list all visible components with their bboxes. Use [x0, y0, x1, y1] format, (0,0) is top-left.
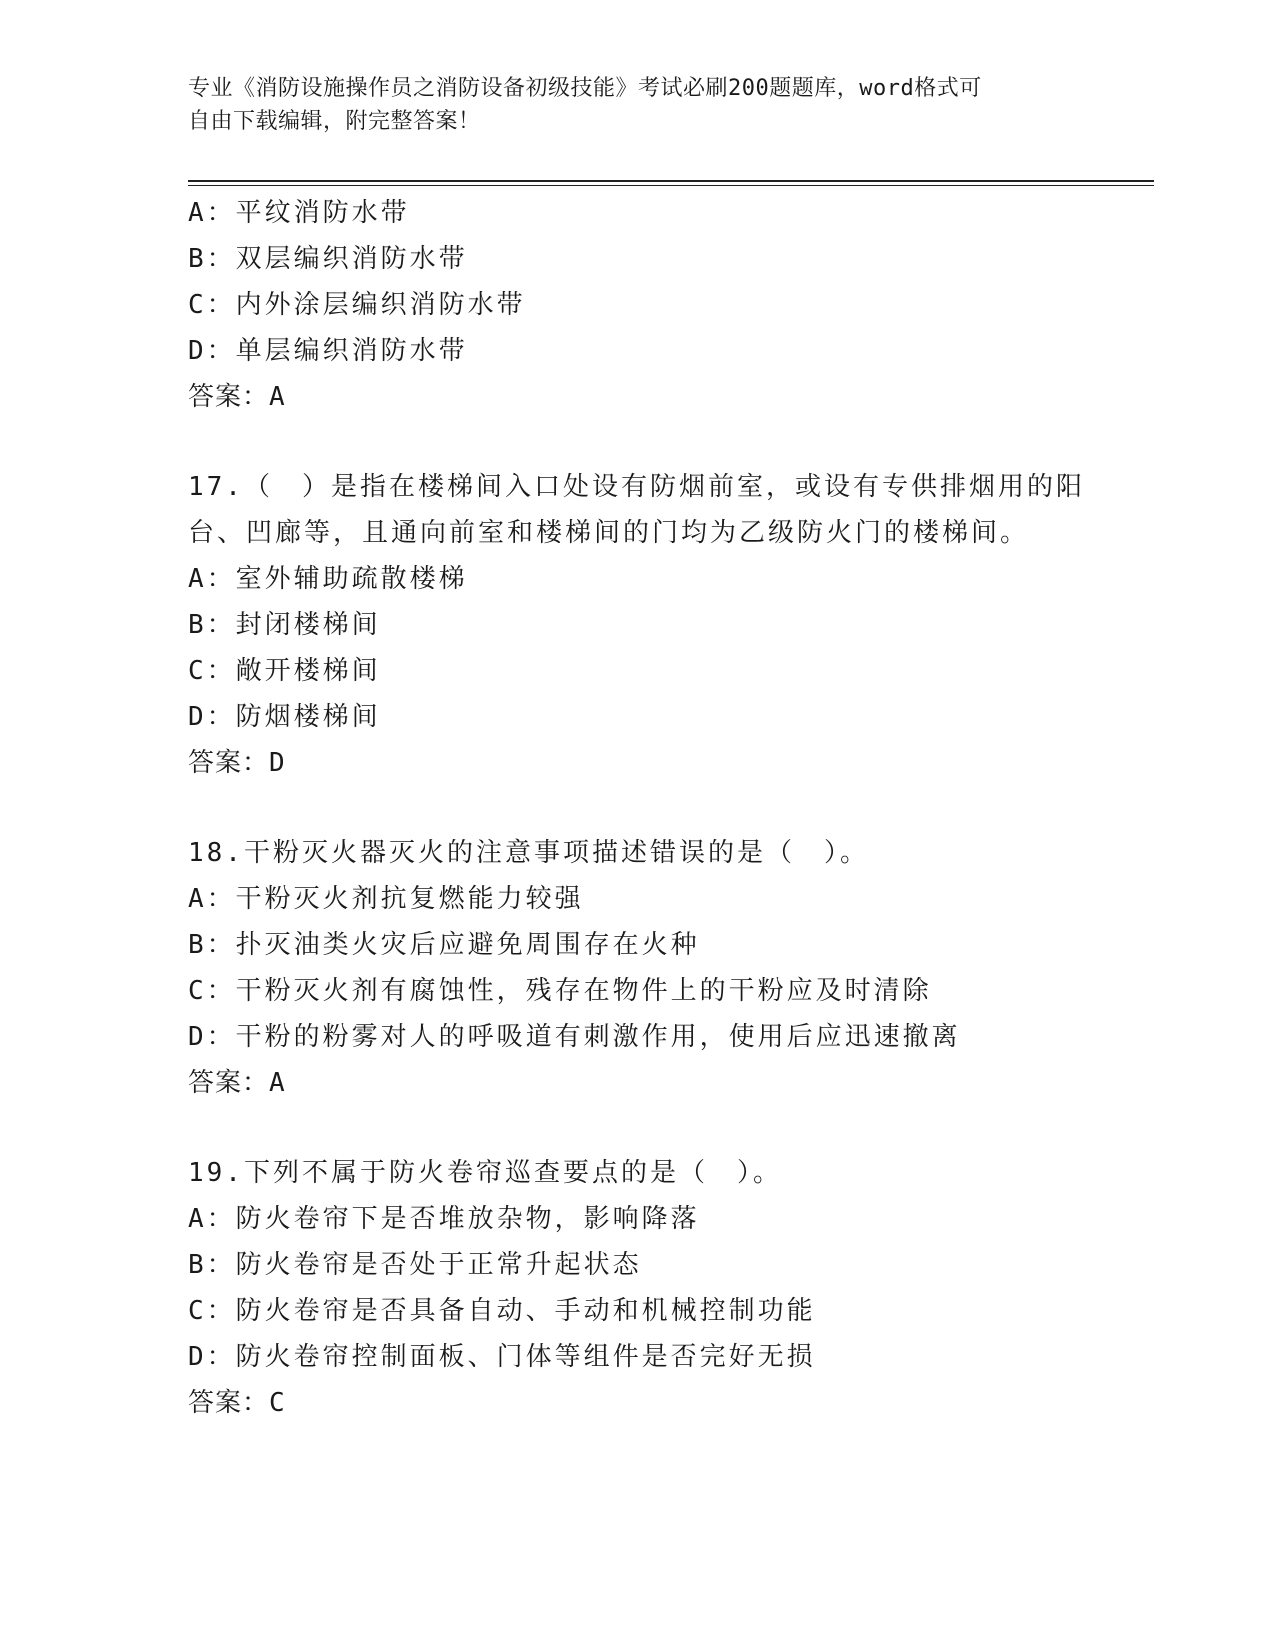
question-17 — [188, 464, 1088, 786]
answer: 答案：D — [188, 748, 286, 778]
header-line-1: 专业《消防设施操作员之消防设备初级技能》考试必刷200题题库，word格式可 — [188, 76, 982, 101]
question-stem: 18.干粉灭火器灭火的注意事项描述错误的是（ ）。 — [188, 838, 869, 868]
option-c: C：防火卷帘是否具备自动、手动和机械控制功能 — [188, 1296, 816, 1326]
spacer — [188, 786, 1088, 830]
option-d: D：单层编织消防水带 — [188, 336, 468, 366]
spacer — [188, 420, 1088, 464]
option-b: B：双层编织消防水带 — [188, 244, 468, 274]
question-stem: 19.下列不属于防火卷帘巡查要点的是（ ）。 — [188, 1158, 782, 1188]
option-d: D：防火卷帘控制面板、门体等组件是否完好无损 — [188, 1342, 816, 1372]
option-b: B：防火卷帘是否处于正常升起状态 — [188, 1250, 642, 1280]
option-a: A：室外辅助疏散楼梯 — [188, 564, 468, 594]
answer: 答案：A — [188, 382, 286, 412]
header-line-2: 自由下载编辑，附完整答案！ — [188, 109, 481, 134]
document-header — [188, 72, 1068, 138]
option-d: D：防烟楼梯间 — [188, 702, 381, 732]
option-b: B：扑灭油类火灾后应避免周围存在火种 — [188, 930, 700, 960]
option-c: C：敞开楼梯间 — [188, 656, 381, 686]
option-d: D：干粉的粉雾对人的呼吸道有刺激作用，使用后应迅速撤离 — [188, 1022, 961, 1052]
option-c: C：干粉灭火剂有腐蚀性，残存在物件上的干粉应及时清除 — [188, 976, 932, 1006]
question-18 — [188, 830, 1088, 1106]
header-divider-thick — [188, 180, 1154, 182]
spacer — [188, 1106, 1088, 1150]
option-a: A：平纹消防水带 — [188, 198, 410, 228]
answer: 答案：C — [188, 1388, 286, 1418]
header-divider-thin — [188, 185, 1154, 186]
question-stem-line-2: 台、凹廊等，且通向前室和楼梯间的门均为乙级防火门的楼梯间。 — [188, 518, 1030, 548]
question-content — [188, 190, 1088, 1426]
question-stem-line-1: 17.（ ）是指在楼梯间入口处设有防烟前室，或设有专供排烟用的阳 — [188, 472, 1085, 502]
question-16 — [188, 190, 1088, 420]
question-19 — [188, 1150, 1088, 1426]
option-a: A：干粉灭火剂抗复燃能力较强 — [188, 884, 584, 914]
option-c: C：内外涂层编织消防水带 — [188, 290, 526, 320]
option-a: A：防火卷帘下是否堆放杂物，影响降落 — [188, 1204, 700, 1234]
answer: 答案：A — [188, 1068, 286, 1098]
option-b: B：封闭楼梯间 — [188, 610, 381, 640]
